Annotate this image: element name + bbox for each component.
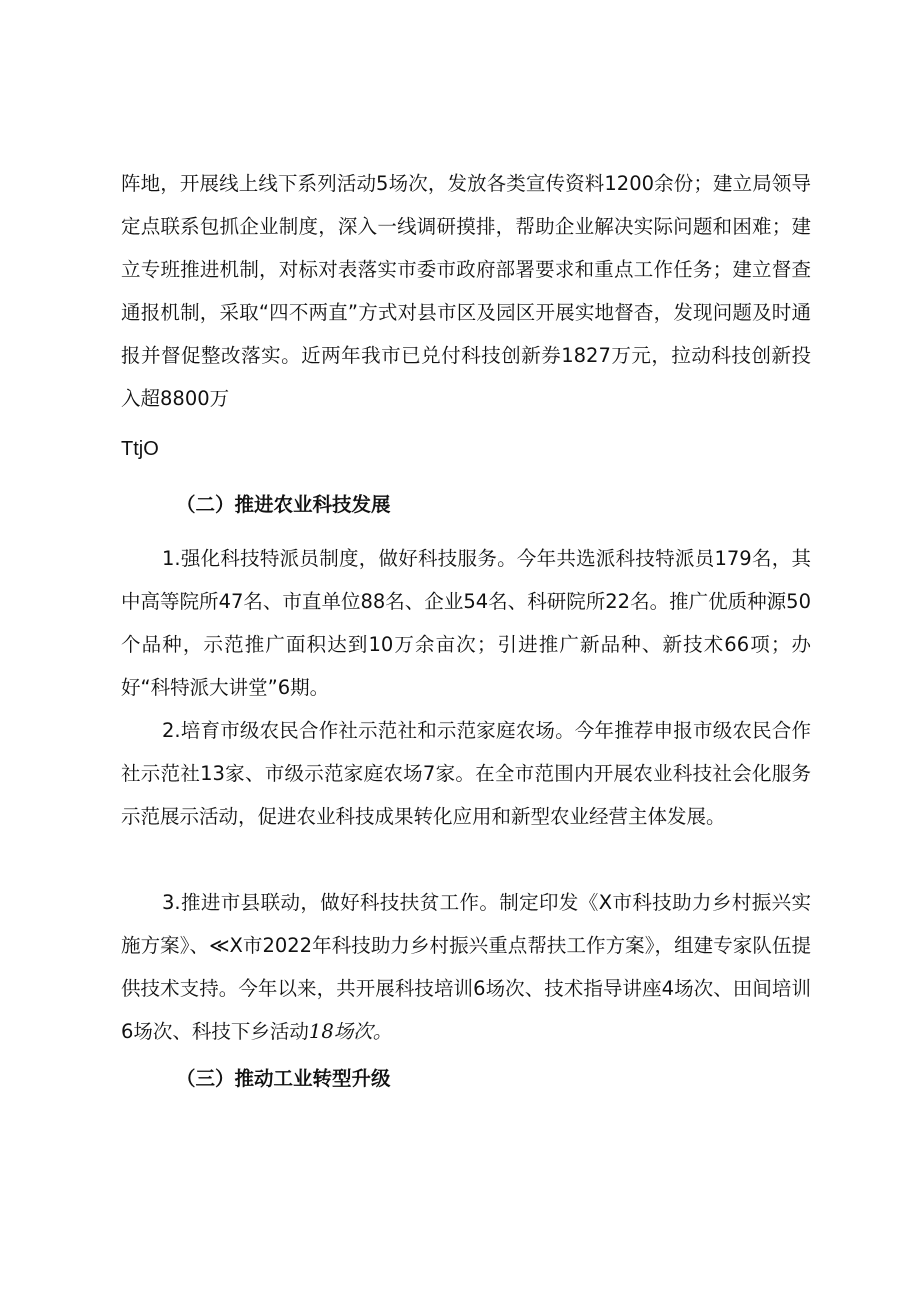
item-2-paragraph: 2.培育市级农民合作社示范社和示范家庭农场。今年推荐申报市级农民合作社示范社13家、市级示范家庭农场7家。在全市范围内开展农业科技社会化服务示范展示活动，促进农业科技成果转化应用和新型农业经营主体发展。 [121,719,811,828]
item-1-paragraph: 1.强化科技特派员制度，做好科技服务。今年共选派科技特派员179名，其中高等院所47名、市直单位88名、企业54名、科研院所22名。推广优质种源50个品种，示范推广面积达到10万余亩次；引进推广新品种、新技术66项；办好“科特派大讲堂”6期。 [121,547,811,699]
item-3-italic-text: 18场次。 [308,1020,393,1043]
intro-paragraph: 阵地，开展线上线下系列活动5场次，发放各类宣传资料1200余份；建立局领导定点联系包抓企业制度，深入一线调研摸排，帮助企业解决实际问题和困难；建立专班推进机制，对标对表落实市委市政府部署要求和重点工作任务；建立督查通报机制，采取“四不两直”方式对县市区及园区开展实地督杳，发现问题及时通报并督促整改落实。近两年我市已兑付科技创新券1827万元，拉动科技创新投入超8800万 [121,172,811,410]
stray-fragment-text: TtjO [121,438,159,460]
section-three-heading: （三）推动工业转型升级 [176,1067,391,1090]
item-3-paragraph [121,881,811,1053]
section-two-heading: （二）推进农业科技发展 [176,493,391,516]
item-3-main-text: 3.推进市县联动，做好科技扶贫工作。制定印发《X市科技助力乡村振兴实施方案》、≪X市2022年科技助力乡村振兴重点帮扶工作方案》，组建专家队伍提供技术支持。今年以来，共开展科技培训6场次、技术指导讲座4场次、田间培训6场次、科技下乡活动 [121,891,811,1043]
